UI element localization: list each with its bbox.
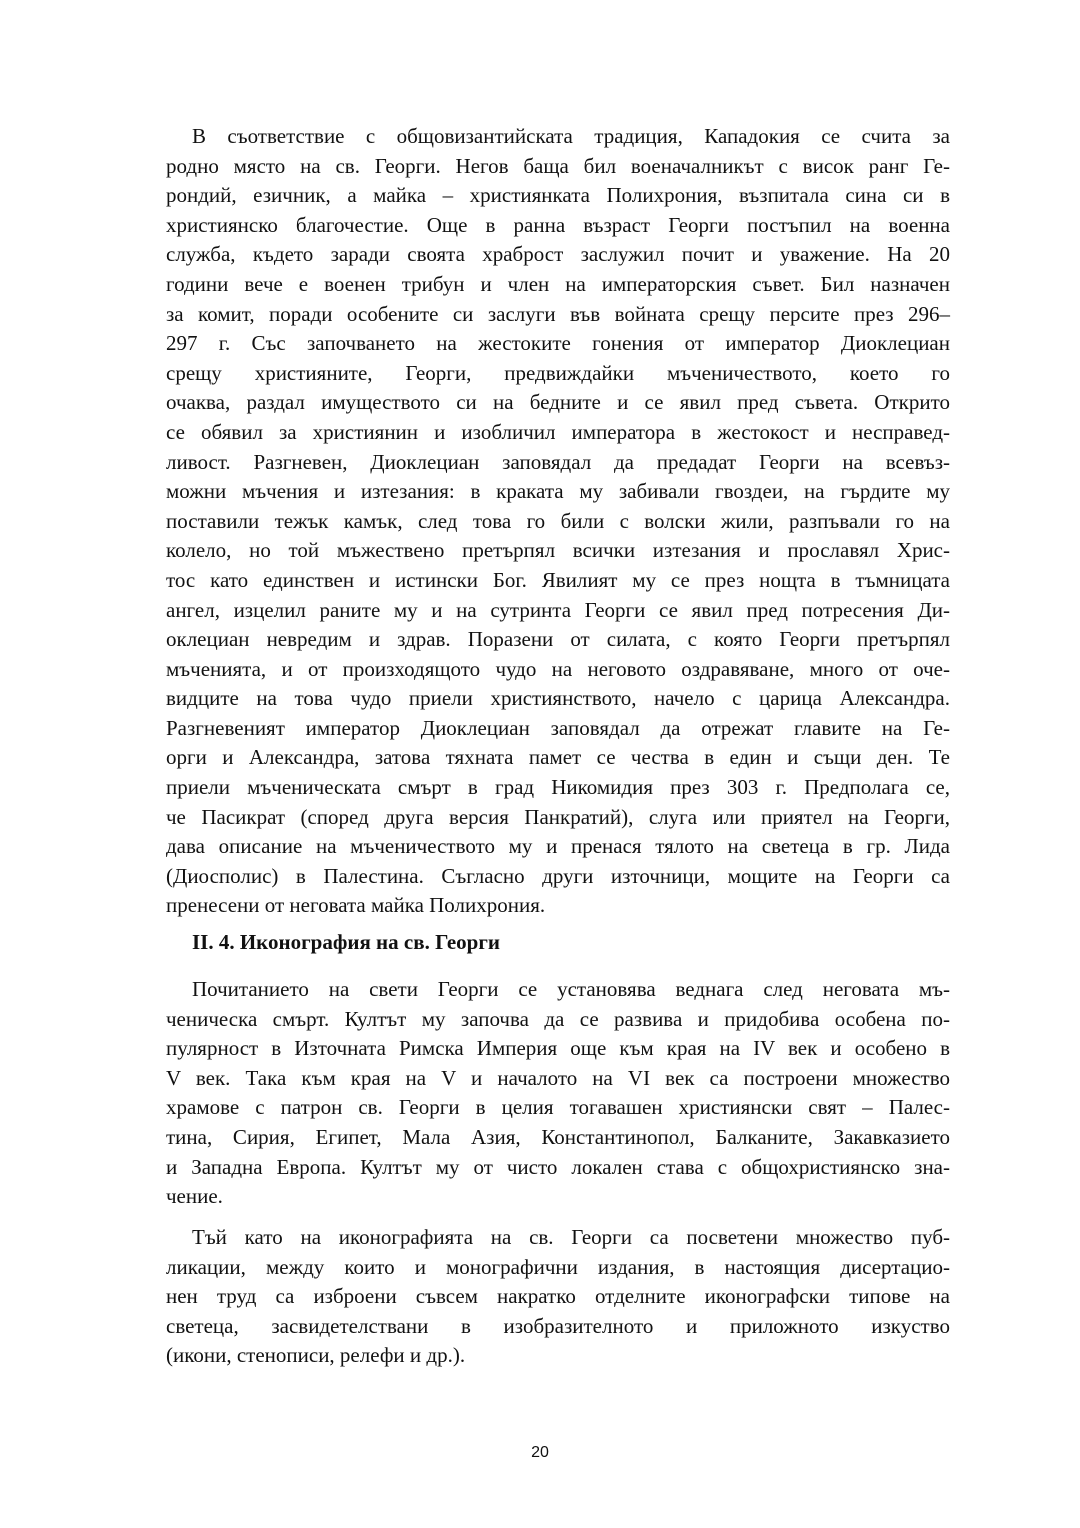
text-line: колело, но той мъжествено претърпял всички изтезания и прославял Хрис- — [166, 538, 950, 563]
paragraph-biography — [166, 122, 950, 921]
text-line: поставили тежък камък, след това го били с волски жили, разпъвали го на — [166, 508, 950, 533]
text-line: за комит, поради особените си заслуги във войната срещу персите през 296– — [166, 301, 950, 326]
text-line: ликации, между които и монографични издания, в настоящия дисертацио- — [166, 1254, 950, 1279]
text-line: светеца, засвидетелствани в изобразителното и приложното изкуство — [166, 1313, 950, 1338]
text-line: и Западна Европа. Култът му от чисто локален става с общохристиянско зна- — [166, 1154, 950, 1179]
text-line: оклециан невредим и здрав. Поразени от силата, с която Георги претърпял — [166, 627, 950, 652]
text-line: Тъй като на иконографията на св. Георги са посветени множество пуб- — [192, 1225, 950, 1249]
text-line: орги и Александра, затова тяхната памет се чества в един и същи ден. Те — [166, 745, 950, 770]
text-line: Почитанието на свети Георги се установява веднага след неговата мъ- — [192, 977, 950, 1001]
text-line: нен труд са изброени съвсем накратко отделните иконографски типове на — [166, 1284, 950, 1309]
text-line: се обявил за християнин и изобличил императора в жестокост и несправед- — [166, 419, 950, 444]
text-line: В съответствие с общовизантийската традиция, Кападокия се счита за — [192, 124, 950, 148]
text-line: очаква, раздал имуществото си на бедните и се явил пред съвета. Открито — [166, 390, 950, 415]
text-line: пулярност в Източната Римска Империя още към края на IV век и особено в — [166, 1036, 950, 1061]
text-line: ливост. Разгневен, Диоклециан заповядал да предадат Георги на всевъз- — [166, 449, 950, 474]
text-line: храмове с патрон св. Георги в целия тогавашен християнски свят – Палес- — [166, 1095, 950, 1120]
text-line: рондий, езичник, а майка – християнката Полихрония, възпитала сина си в — [166, 183, 950, 208]
text-line: години вече е военен трибун и член на императорския съвет. Бил назначен — [166, 271, 950, 296]
text-line: тина, Сирия, Египет, Мала Азия, Константинопол, Балканите, Закавказието — [166, 1124, 950, 1149]
text-line: тос като единствен и истински Бог. Явилият му се през нощта в тъмницата — [166, 567, 950, 592]
text-line: видците на това чудо приели християнството, начело с царица Александра. — [166, 686, 950, 711]
text-line: Разгневеният император Диоклециан заповядал да отрежат главите на Ге- — [166, 715, 950, 740]
text-line: приели мъченическата смърт в град Никомидия през 303 г. Предполага се, — [166, 775, 950, 800]
page-number: 20 — [531, 1444, 549, 1461]
text-line: дава описание на мъченичеството му и пренася тялото на светеца в гр. Лида — [166, 834, 950, 859]
text-line: (икони, стенописи, релефи и др.). — [166, 1343, 466, 1368]
text-line: V век. Така към края на V и началото на VI век са построени множество — [166, 1065, 950, 1090]
text-line: можни мъчения и изтезания: в краката му забивали гвоздеи, на гърдите му — [166, 479, 950, 504]
text-line: родно място на св. Георги. Негов баща бил военачалникът с висок ранг Ге- — [166, 153, 950, 178]
paragraph-veneration — [166, 975, 950, 1212]
text-line: мъченията, и от произходящото чудо на неговото оздравяване, много от оче- — [166, 656, 950, 681]
section-heading: II. 4. Иконография на св. Георги — [192, 930, 500, 954]
text-line: 297 г. Със започването на жестоките гонения от император Диоклециан — [166, 331, 950, 356]
text-line: християнско благочестие. Още в ранна възраст Георги постъпил на военна — [166, 212, 950, 237]
text-line: служба, където заради своята храброст заслужил почит и уважение. На 20 — [166, 242, 950, 267]
text-line: срещу християните, Георги, предвиждайки мъченичеството, което го — [166, 360, 950, 385]
text-line: пренесени от неговата майка Полихрония. — [166, 893, 546, 918]
text-line: (Диосполис) в Палестина. Съгласно други източници, мощите на Георги са — [166, 863, 950, 888]
text-line: че Пасикрат (според друга версия Панкратий), слуга или приятел на Георги, — [166, 804, 950, 829]
text-line: чение. — [166, 1184, 223, 1209]
text-line: ангел, изцелил раните му и на сутринта Георги се явил пред потресения Ди- — [166, 597, 950, 622]
paragraph-iconography — [166, 1223, 950, 1371]
text-line: ченическа смърт. Култът му започва да се развива и придобива особена по- — [166, 1006, 950, 1031]
